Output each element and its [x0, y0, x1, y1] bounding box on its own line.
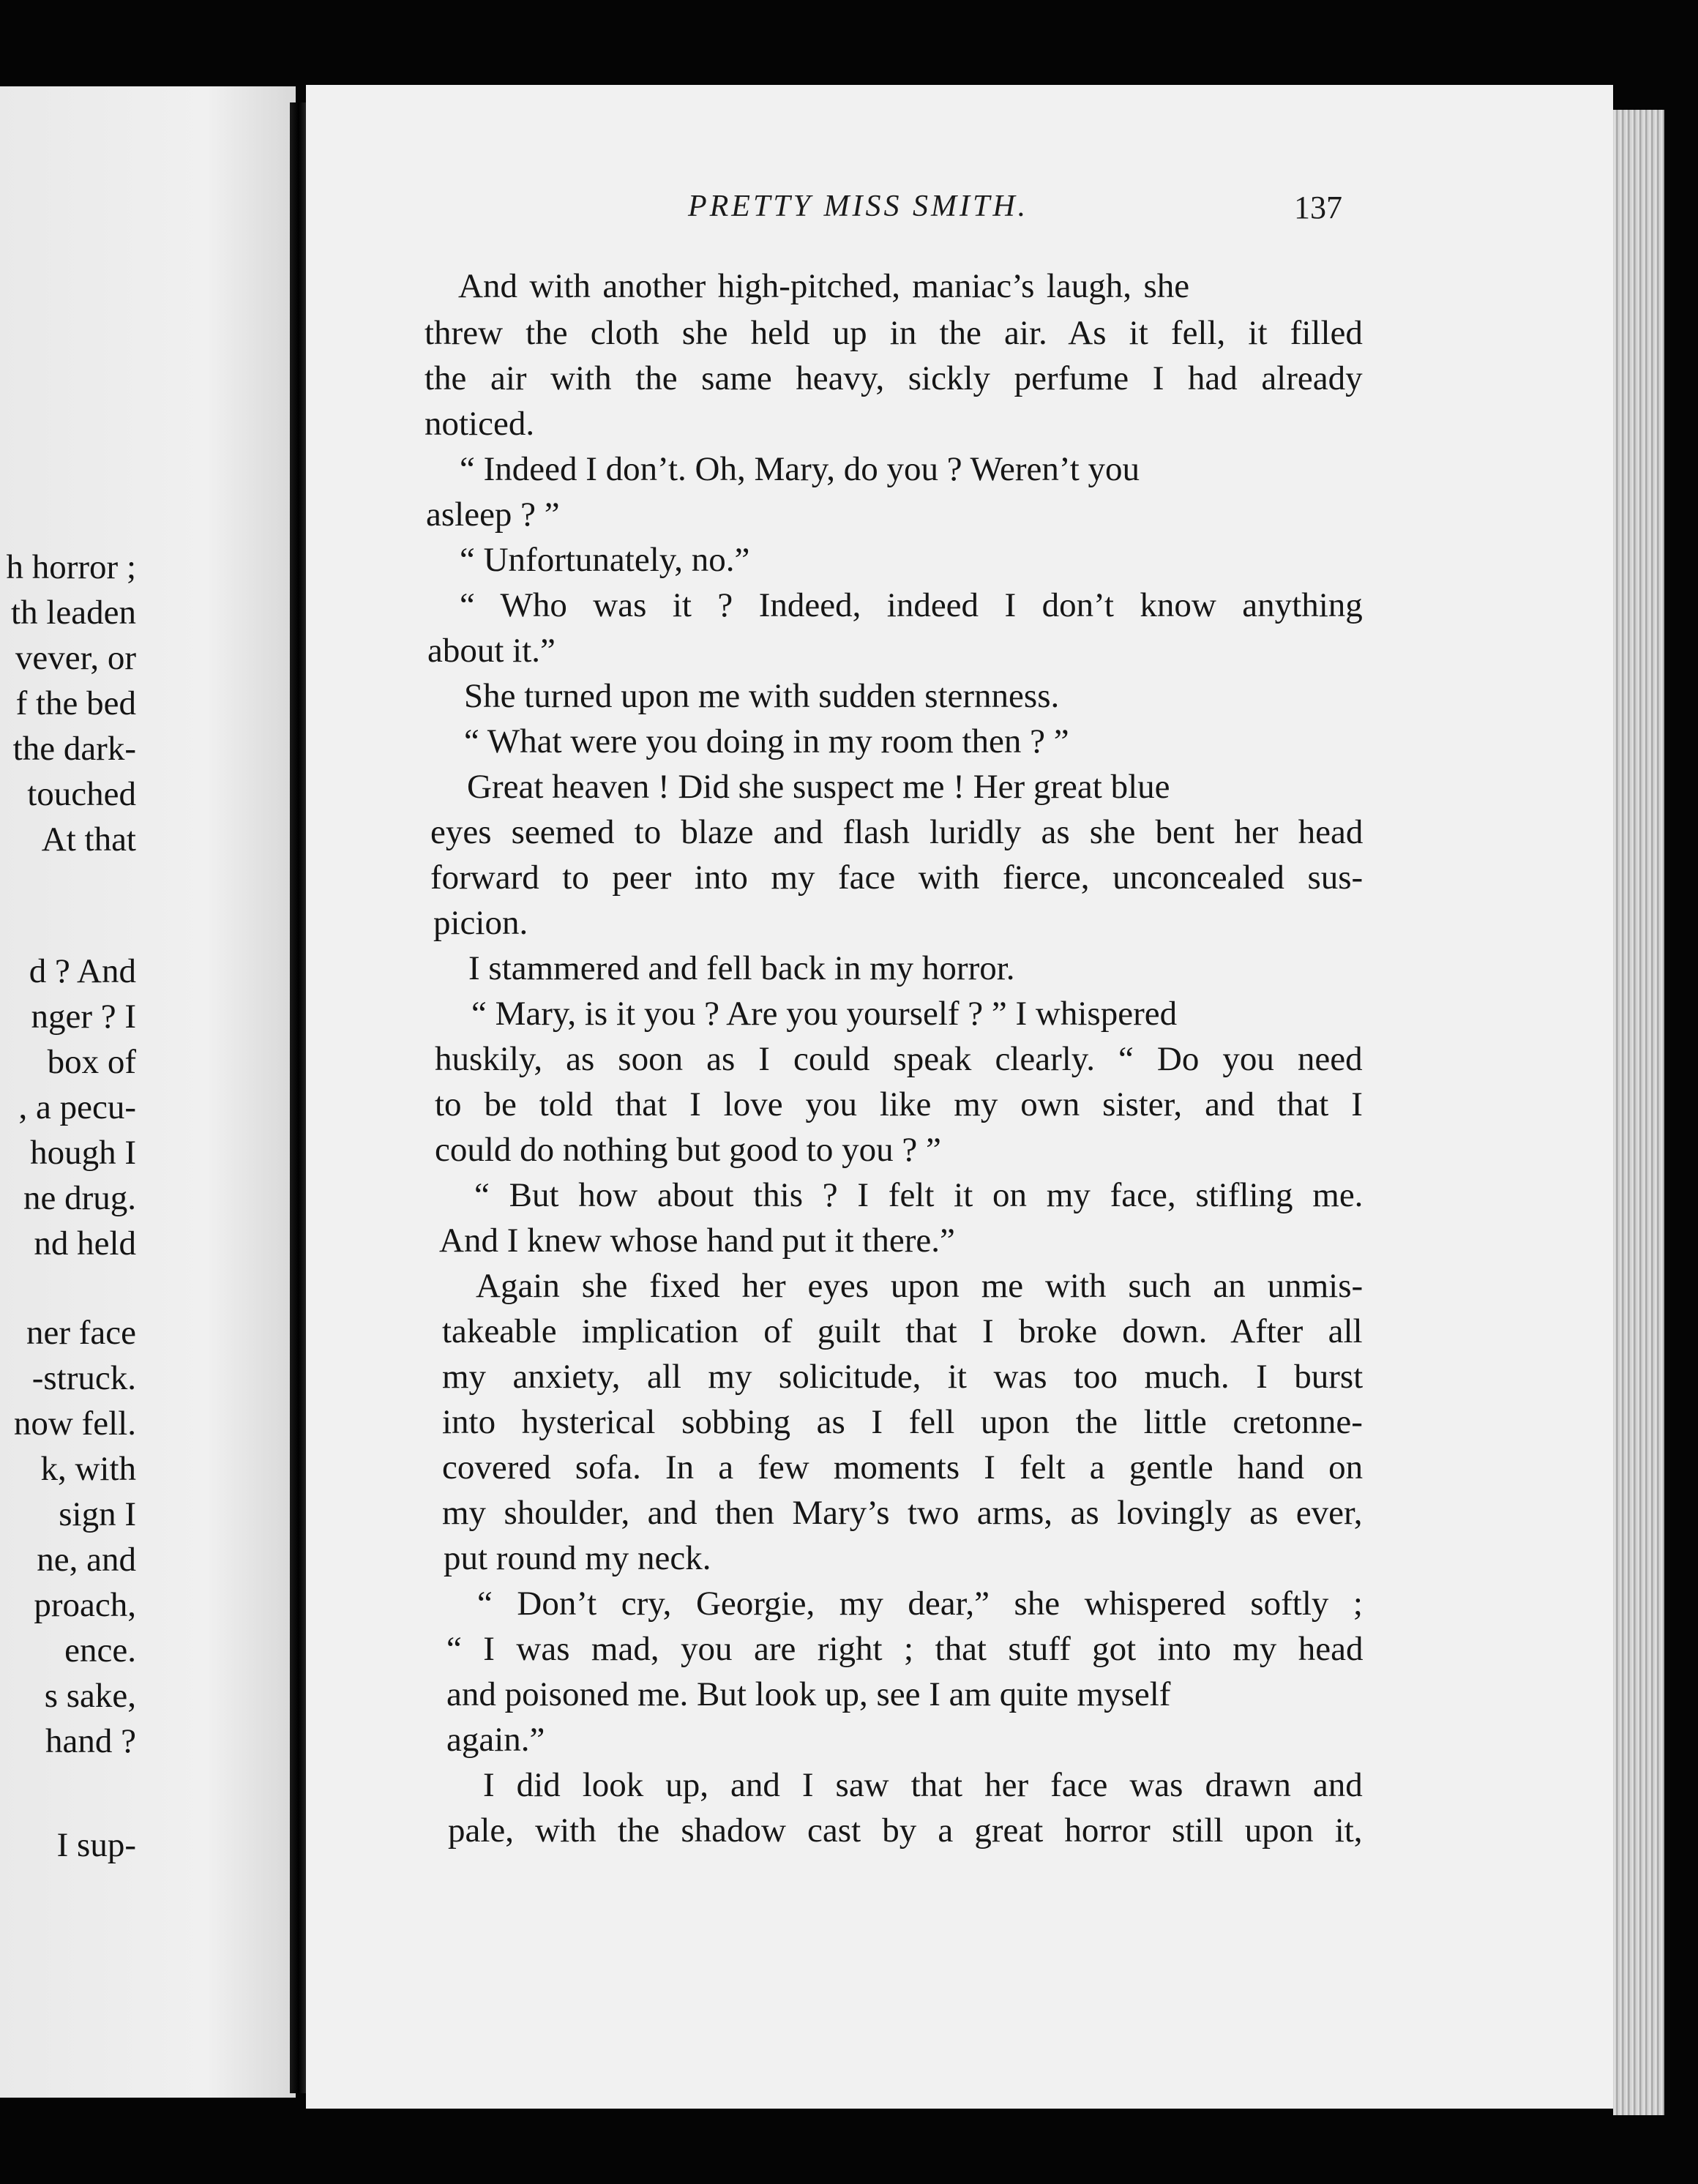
text-line: and poisoned me. But look up, see I am quite myself [446, 1675, 1171, 1713]
text-line: my shoulder, and then Mary’s two arms, as lovingly as ever, [442, 1494, 1363, 1532]
left-text-line: ne, and [37, 1541, 136, 1579]
text-line: put round my neck. [444, 1539, 711, 1577]
text-line: “ Who was it ? Indeed, indeed I don’t know anything [460, 586, 1363, 624]
left-text-line: ner face [26, 1314, 136, 1352]
text-line: the air with the same heavy, sickly perfume I had already [424, 359, 1363, 397]
left-text-line: sign I [59, 1495, 136, 1533]
left-text-line: hough I [30, 1134, 136, 1172]
left-text-line: ence. [64, 1631, 136, 1669]
text-line: “ Indeed I don’t. Oh, Mary, do you ? Weren’t you [460, 450, 1140, 488]
text-line: asleep ? ” [426, 495, 560, 534]
left-text-line: hand ? [45, 1722, 136, 1760]
book-gutter [290, 102, 307, 2093]
left-page [0, 86, 296, 2098]
text-line: “ Unfortunately, no.” [460, 541, 750, 579]
text-line: again.” [446, 1721, 545, 1759]
left-text-line: I sup- [56, 1826, 136, 1864]
text-line: I stammered and fell back in my horror. [468, 949, 1015, 987]
left-text-line: , a pecu- [18, 1088, 136, 1126]
left-text-line: At that [41, 820, 136, 859]
text-line: “ I was mad, you are right ; that stuff got into my head [446, 1630, 1364, 1668]
text-line: takeable implication of guilt that I broke down. After all [442, 1312, 1363, 1350]
page-number: 137 [1294, 190, 1342, 225]
text-line: covered sofa. In a few moments I felt a gentle hand on [442, 1448, 1364, 1486]
text-line: noticed. [424, 405, 535, 443]
text-line: to be told that I love you like my own sister, and that I [435, 1085, 1363, 1123]
left-text-line: vever, or [15, 639, 136, 677]
text-line: forward to peer into my face with fierce, unconcealed sus- [430, 859, 1364, 897]
left-text-line: nd held [34, 1224, 136, 1263]
text-line: “ But how about this ? I felt it on my face, stifling me. [474, 1176, 1364, 1214]
text-line: about it.” [427, 632, 556, 670]
text-line: I did look up, and I saw that her face was drawn and [483, 1766, 1363, 1804]
text-line: could do nothing but good to you ? ” [435, 1131, 941, 1169]
left-text-line: k, with [40, 1450, 136, 1488]
left-text-line: the dark- [12, 730, 136, 768]
left-text-line: proach, [34, 1586, 136, 1624]
text-line: “ Don’t cry, Georgie, my dear,” she whispered softly ; [477, 1585, 1363, 1623]
text-line: Great heaven ! Did she suspect me ! Her great blue [467, 768, 1170, 806]
left-text-line: th leaden [11, 594, 136, 632]
left-text-line: d ? And [29, 952, 136, 990]
text-line: “ Mary, is it you ? Are you yourself ? ” I whispered [471, 995, 1178, 1033]
text-line: picion. [433, 904, 528, 942]
left-text-line: f the bed [15, 684, 136, 722]
text-line: into hysterical sobbing as I fell upon the little cretonne- [442, 1403, 1363, 1441]
left-text-line: nger ? I [31, 998, 136, 1036]
running-head: PRETTY MISS SMITH. [688, 190, 1029, 223]
text-line: my anxiety, all my solicitude, it was too much. I burst [442, 1358, 1364, 1396]
left-text-line: now fell. [13, 1405, 136, 1443]
left-text-line: h horror ; [6, 548, 136, 586]
text-line: eyes seemed to blaze and flash luridly as she bent her head [430, 813, 1364, 851]
text-line: huskily, as soon as I could speak clearly. “ Do you need [435, 1040, 1363, 1078]
left-text-line: s sake, [44, 1677, 136, 1715]
text-line: And I knew whose hand put it there.” [439, 1222, 955, 1260]
text-line: “ What were you doing in my room then ? ” [464, 722, 1069, 760]
left-text-line: ne drug. [23, 1179, 136, 1217]
left-text-line: touched [27, 775, 136, 813]
text-line: And with another high-pitched, maniac’s laugh, she [458, 267, 1190, 305]
text-line: Again she fixed her eyes upon me with such an unmis- [476, 1267, 1364, 1305]
left-text-line: box of [47, 1043, 136, 1081]
left-text-line: -struck. [31, 1359, 136, 1397]
text-line: threw the cloth she held up in the air. As it fell, it filled [424, 314, 1363, 352]
page-edges [1613, 110, 1664, 2115]
text-line: pale, with the shadow cast by a great horror still upon it, [448, 1811, 1363, 1850]
text-line: She turned upon me with sudden sternness. [464, 677, 1060, 715]
